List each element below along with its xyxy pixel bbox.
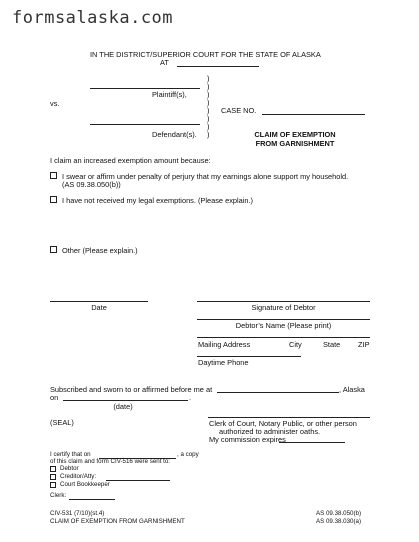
certify-text-b: , a copy	[177, 451, 199, 458]
seal-label: (SEAL)	[50, 418, 74, 427]
commission-expiry-line[interactable]	[279, 442, 345, 443]
clerk-label: Clerk:	[50, 492, 67, 499]
earnings-support-checkbox[interactable]	[50, 172, 57, 179]
caption-paren: )	[207, 90, 210, 99]
oath-date-line[interactable]	[63, 400, 188, 401]
daytime-phone-line[interactable]	[197, 356, 301, 357]
no-exemptions-text: I have not received my legal exemptions. (Please explain.)	[62, 196, 254, 205]
debtor-name-label: Debtor’s Name (Please print)	[235, 321, 332, 330]
caption-paren: )	[207, 82, 210, 91]
other-reason-text: Other (Please explain.)	[62, 246, 138, 255]
plaintiff-label: Plaintiff(s),	[152, 90, 187, 99]
commission-label: My commission expires	[209, 435, 286, 444]
caption-paren: )	[207, 74, 210, 83]
caption-paren: )	[207, 122, 210, 131]
caption-paren: )	[207, 130, 210, 139]
certify-text-line2: of this claim and form CIV-516 were sent to:	[50, 458, 171, 465]
clerk-initials-line[interactable]	[69, 499, 115, 500]
recipient-bookkeeper-checkbox[interactable]	[50, 482, 56, 488]
recipient-creditor-label: Creditor/Atty:	[60, 473, 97, 480]
recipient-debtor-checkbox[interactable]	[50, 466, 56, 472]
court-heading: IN THE DISTRICT/SUPERIOR COURT FOR THE STATE OF ALASKA	[90, 50, 321, 59]
creditor-name-line[interactable]	[106, 480, 170, 481]
date-label: Date	[91, 303, 107, 312]
city-label: City	[289, 340, 302, 349]
earnings-support-text: I swear or affirm under penalty of perjury that my earnings alone support my household.	[62, 172, 349, 181]
clerk-title-line2: authorized to administer oaths.	[219, 427, 321, 436]
defendant-name-line[interactable]	[90, 124, 200, 125]
mailing-address-label: Mailing Address	[198, 340, 251, 349]
clerk-title-line1: Clerk of Court, Notary Public, or other person	[209, 419, 357, 428]
defendant-label: Defendant(s).	[152, 130, 197, 139]
clerk-signature-line[interactable]	[208, 417, 370, 418]
case-number-line[interactable]	[262, 114, 365, 115]
statute-reference-1: AS 09.38.050(b)	[316, 510, 362, 517]
caption-paren: )	[207, 106, 210, 115]
form-title-line1: CLAIM OF EXEMPTION	[254, 130, 336, 139]
debtor-name-line[interactable]	[197, 319, 370, 320]
subscribed-text: Subscribed and sworn to or affirmed before me at	[50, 385, 213, 394]
court-location-label: AT	[160, 58, 169, 67]
court-location-line[interactable]	[177, 66, 259, 67]
statute-reference-2: AS 09.38.030(a)	[316, 518, 362, 525]
claims-intro: I claim an increased exemption amount because:	[50, 156, 211, 165]
mailing-address-line[interactable]	[197, 337, 370, 338]
no-exemptions-checkbox[interactable]	[50, 196, 57, 203]
other-reason-checkbox[interactable]	[50, 246, 57, 253]
form-number: CIV-531 (7/10)(st.4)	[50, 510, 105, 517]
on-label: on	[50, 393, 59, 402]
plaintiff-name-line[interactable]	[90, 88, 200, 89]
recipient-creditor-checkbox[interactable]	[50, 474, 56, 480]
form-title-line2: FROM GARNISHMENT	[255, 139, 335, 148]
case-number-label: CASE NO.	[221, 106, 257, 115]
earnings-support-statute: (AS 09.38.050(b))	[62, 180, 121, 189]
form-name: CLAIM OF EXEMPTION FROM GARNISHMENT	[50, 518, 185, 525]
alaska-label: , Alaska	[339, 385, 365, 394]
certify-text-a: I certify that on	[50, 451, 91, 458]
daytime-phone-label: Daytime Phone	[198, 358, 249, 367]
oath-location-line[interactable]	[217, 392, 339, 393]
versus-label: vs.	[50, 99, 60, 108]
zip-label: ZIP	[358, 340, 370, 349]
recipient-debtor-label: Debtor	[60, 465, 79, 472]
oath-date-period: .	[189, 393, 192, 402]
signature-label: Signature of Debtor	[251, 303, 316, 312]
state-label: State	[323, 340, 341, 349]
site-brand: formsalaska.com	[12, 8, 174, 28]
signature-line[interactable]	[197, 301, 370, 302]
recipient-bookkeeper-label: Court Bookkeeper	[60, 481, 110, 488]
oath-date-label: (date)	[113, 402, 133, 411]
caption-paren: )	[207, 114, 210, 123]
caption-paren: )	[207, 98, 210, 107]
date-line[interactable]	[50, 301, 148, 302]
